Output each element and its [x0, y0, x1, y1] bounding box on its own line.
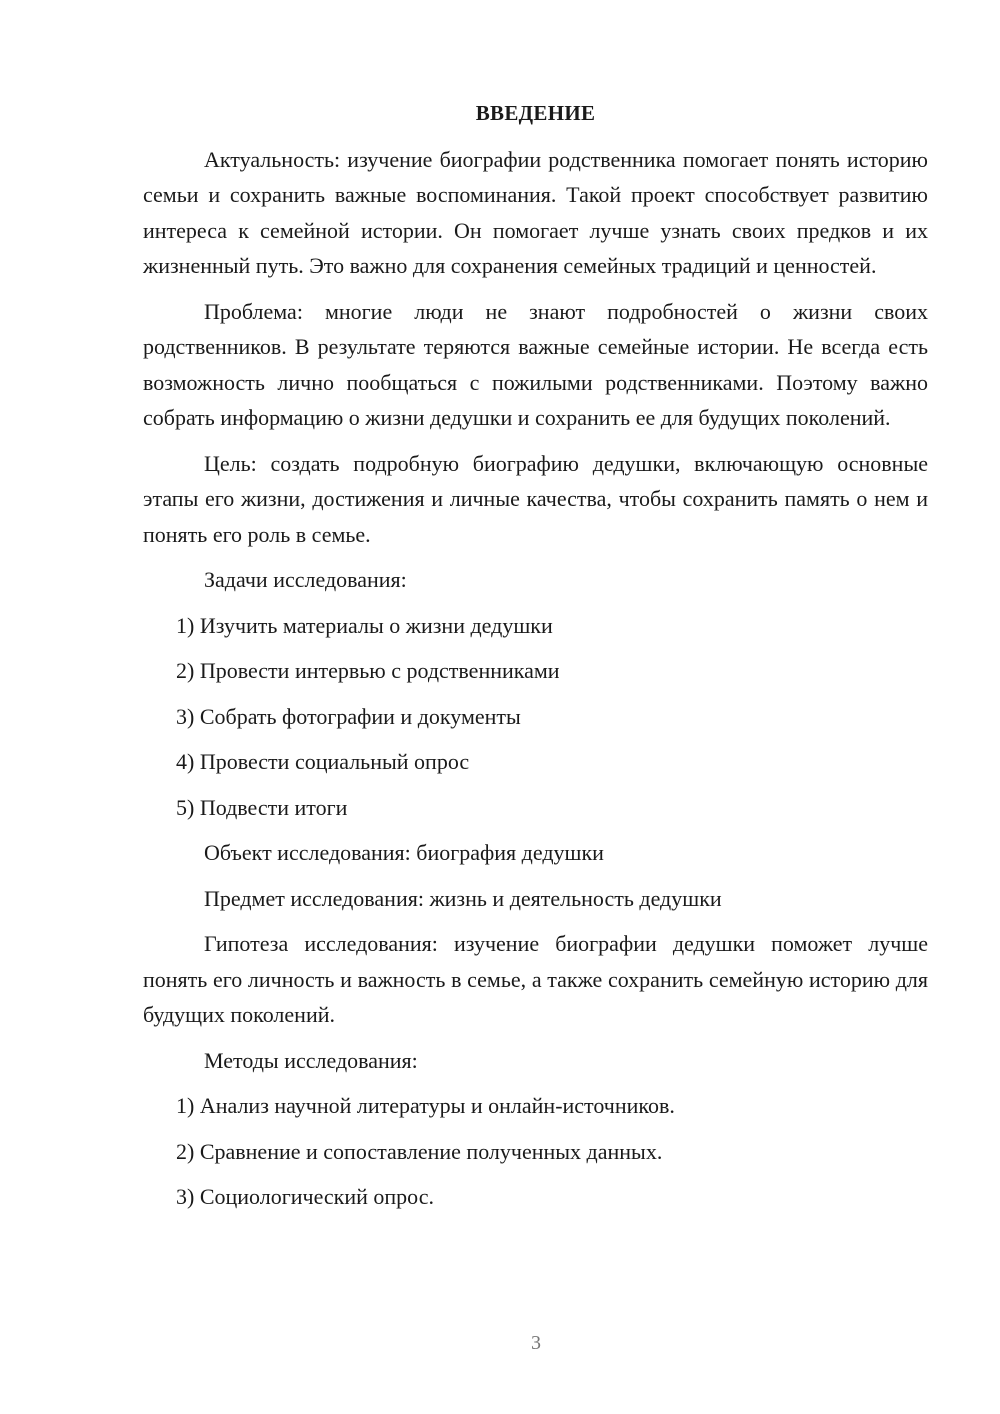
- task-item: 3) Собрать фотографии и документы: [176, 703, 521, 729]
- relevance-paragraph: Актуальность: изучение биографии родственника помогает понять историю семьи и сохранить важные воспоминания. Такой проект способствует развитию интереса к семейной истории. Он помогает лучше узнать своих предков и их жизненный путь. Это важно для сохранения семейных традиций и ценностей.: [143, 146, 928, 278]
- research-subject: Предмет исследования: жизнь и деятельность дедушки: [204, 885, 722, 911]
- task-item: 2) Провести интервью с родственниками: [176, 658, 560, 683]
- goal-paragraph: Цель: создать подробную биографию дедушки, включающую основные этапы его жизни, достижения и личные качества, чтобы сохранить память о нем и понять его роль в семье.: [143, 450, 928, 547]
- problem-paragraph: Проблема: многие люди не знают подробностей о жизни своих родственников. В результате теряются важные семейные истории. Не всегда есть возможность лично пообщаться с пожилыми родственниками. Поэтому важно собрать информацию о жизни дедушки и сохранить ее для будущих поколений.: [143, 298, 928, 430]
- task-item: 4) Провести социальный опрос: [176, 749, 470, 774]
- hypothesis-paragraph: Гипотеза исследования: изучение биографии дедушки поможет лучше понять его личность и важность в семье, а также сохранить семейную историю для будущих поколений.: [143, 931, 928, 1027]
- methods-heading: Методы исследования:: [204, 1047, 418, 1073]
- task-item: 1) Изучить материалы о жизни дедушки: [176, 612, 553, 638]
- task-item: 5) Подвести итоги: [176, 794, 348, 820]
- method-item: 2) Сравнение и сопоставление полученных данных.: [176, 1138, 663, 1164]
- research-object: Объект исследования: биография дедушки: [204, 840, 604, 865]
- document-page: [143, 96, 928, 1225]
- tasks-heading: Задачи исследования:: [204, 567, 407, 592]
- method-item: 3) Социологический опрос.: [176, 1184, 434, 1209]
- method-item: 1) Анализ научной литературы и онлайн-источников.: [176, 1093, 675, 1118]
- section-title: ВВЕДЕНИЕ: [475, 101, 596, 125]
- page-number: 3: [531, 1332, 541, 1354]
